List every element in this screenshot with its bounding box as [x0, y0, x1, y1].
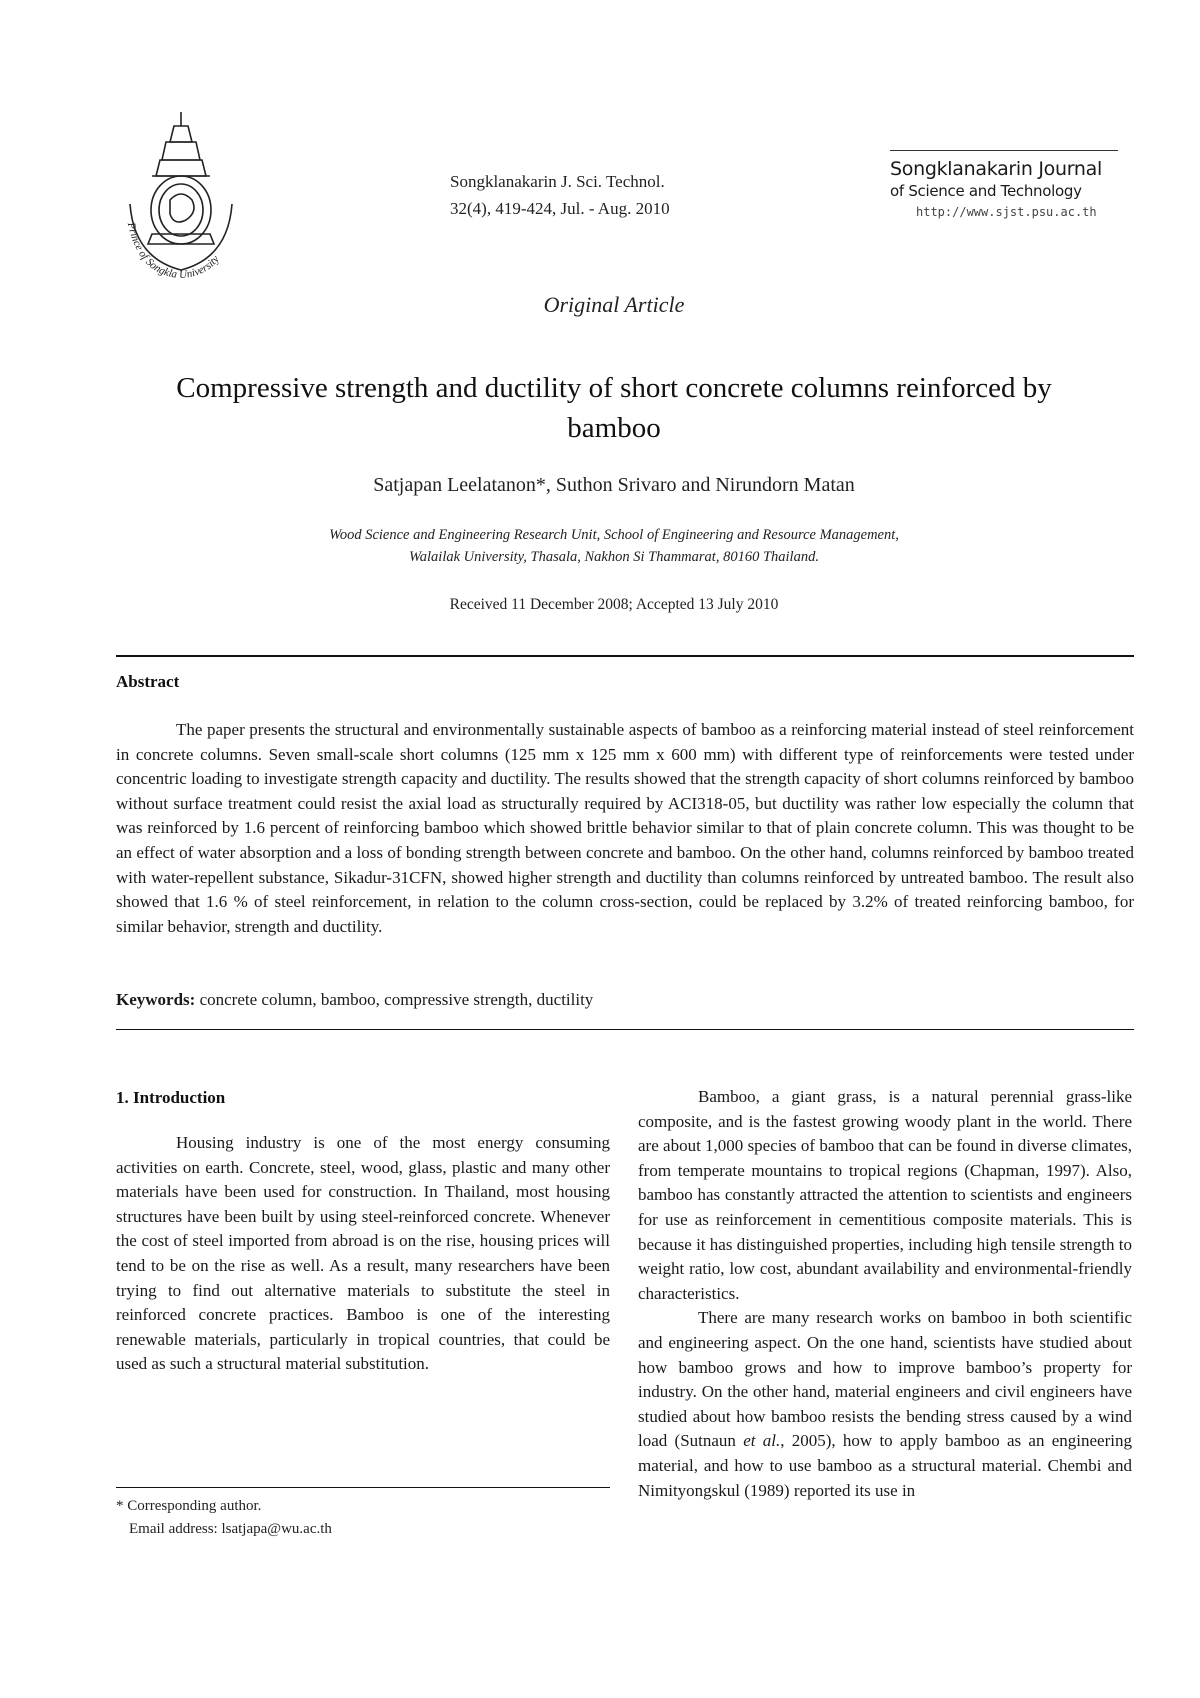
footnote-divider	[116, 1487, 610, 1488]
right-column	[638, 1085, 1132, 1503]
journal-wordmark	[890, 150, 1118, 219]
section-heading-introduction: 1. Introduction	[116, 1088, 226, 1107]
citation-line-2: 32(4), 419-424, Jul. - Aug. 2010	[450, 199, 670, 218]
journal-name-line-1: Songklanakarin Journal	[890, 158, 1102, 180]
footnote-corresponding: * Corresponding author.	[116, 1498, 262, 1514]
keywords-list: concrete column, bamboo, compressive strength, ductility	[195, 990, 594, 1009]
university-seal-logo	[112, 108, 250, 280]
paragraph	[638, 1306, 1132, 1503]
citation-line-1: Songklanakarin J. Sci. Technol.	[450, 172, 665, 191]
abstract-top-divider	[116, 655, 1134, 657]
left-column	[116, 1131, 610, 1377]
author-affiliation	[200, 524, 1028, 568]
journal-rule	[890, 150, 1118, 151]
received-accepted-dates: Received 11 December 2008; Accepted 13 July 2010	[449, 596, 779, 613]
article-authors: Satjapan Leelatanon*, Suthon Srivaro and Nirundorn Matan	[373, 474, 855, 496]
journal-url-link[interactable]: http://www.sjst.psu.ac.th	[916, 205, 1097, 219]
footnote-email: Email address: lsatjapa@wu.ac.th	[129, 1521, 332, 1537]
abstract-bottom-divider	[116, 1029, 1134, 1030]
affiliation-line-2: Walailak University, Thasala, Nakhon Si Thammarat, 80160 Thailand.	[409, 549, 819, 565]
journal-name-line-2: of Science and Technology	[890, 182, 1082, 200]
journal-citation	[450, 168, 710, 222]
keywords	[116, 990, 1134, 1010]
abstract-text: The paper presents the structural and environmentally sustainable aspects of bamboo as a reinforcing material instead of steel reinforcement in concrete columns. Seven small-scale short columns (125 mm x 125 mm x 600 mm) with different type of reinforcements were tested under concentric loading to investigate strength capacity and ductility. The results showed that the strength capacity of short columns reinforced by bamboo without surface treatment could resist the axial load as structurally required by ACI318-05, but ductility was rather low especially the column that was reinforced by 1.6 percent of reinforcing bamboo which showed brittle behavior similar to that of plain concrete column. This was thought to be an effect of water absorption and a loss of bonding strength between concrete and bamboo. On the other hand, columns reinforced by bamboo treated with water-repellent substance, Sikadur-31CFN, showed higher strength and ductility than columns reinforced by untreated bamboo. The result also showed that 1.6 % of steel reinforcement, in relation to the column cross-section, could be replaced by 3.2% of treated reinforcing bamboo, for similar behavior, strength and ductility.	[116, 720, 1134, 936]
affiliation-line-1: Wood Science and Engineering Research Unit, School of Engineering and Resource Management,	[329, 527, 899, 543]
article-title: Compressive strength and ductility of short concrete columns reinforced by bamboo	[176, 372, 1052, 444]
keywords-label: Keywords:	[116, 990, 196, 1009]
paragraph: Housing industry is one of the most energy consuming activities on earth. Concrete, steel, wood, glass, plastic and many other materials have been used for construction. In Thailand, most housing structures have been built by using steel-reinforced concrete. Whenever the cost of steel imported from abroad is on the rise, housing prices will tend to be on the rise as well. As a result, many researchers have been trying to find out alternative materials to substitute the steel in reinforced concrete practices. Bamboo is one of the interesting renewable materials, particularly in tropical countries, that could be used as such a structural material substitution.	[116, 1133, 610, 1374]
paragraph: Bamboo, a giant grass, is a natural perennial grass-like composite, and is the fastest growing woody plant in the world. There are about 1,000 species of bamboo that can be found in diverse climates, from temperate mountains to tropical regions (Chapman, 1997). Also, bamboo has constantly attracted the attention to scientists and engineers for use as reinforcement in cementitious composite materials. This is because it has distinguished properties, including high tensile strength to weight ratio, low cost, abundant availability and environmental-friendly characteristics.	[638, 1087, 1132, 1303]
seal-arc-text: Prince of Songkla University	[124, 221, 222, 280]
abstract-heading: Abstract	[116, 672, 180, 691]
paragraph-text: , 2005), how to apply bamboo as an engineering material, and how to use bamboo as a structural material. Chembi and Nimityongskul (1989) reported its use in	[638, 1431, 1132, 1500]
article-category: Original Article	[543, 292, 685, 317]
footnote	[116, 1495, 610, 1541]
citation-et-al: et al.	[743, 1431, 781, 1451]
paragraph-text: There are many research works on bamboo in both scientific and engineering aspect. On the one hand, scientists have studied about how bamboo grows and how to improve bamboo’s property for industry. On the other hand, material engineers and civil engineers have studied about how bamboo resists the bending stress caused by a wind load (Sutnaun	[638, 1308, 1132, 1451]
